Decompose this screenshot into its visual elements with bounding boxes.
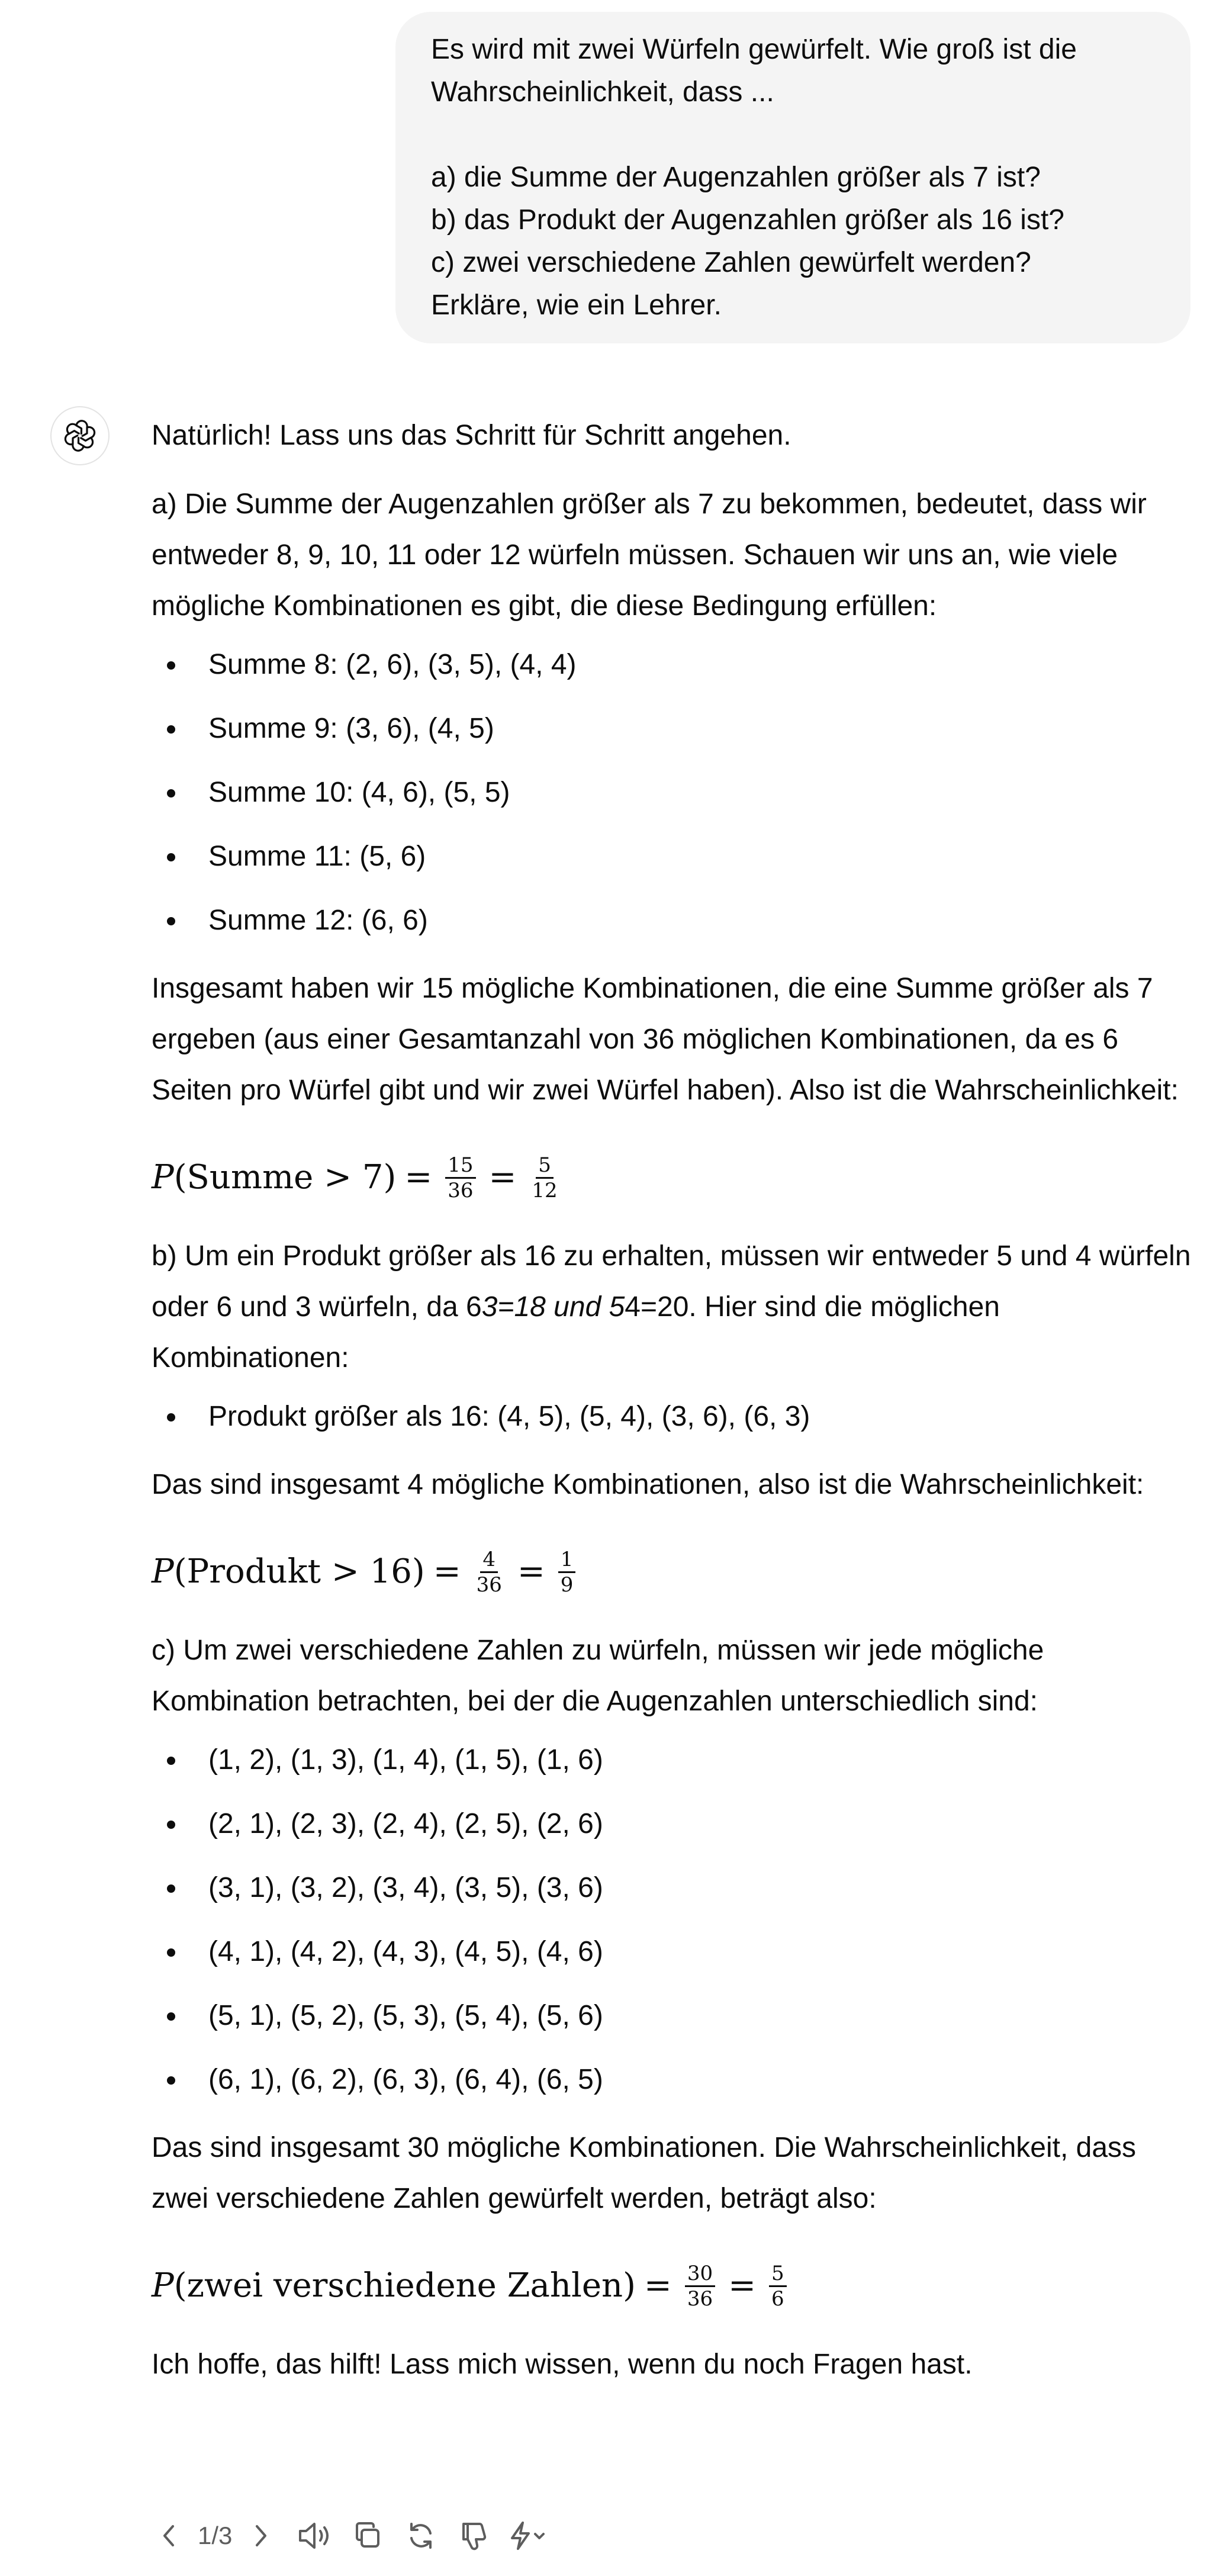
next-response-button[interactable] [243,2512,278,2559]
fraction [685,2263,715,2310]
thumbs-down-icon [459,2520,489,2551]
numerator: 15 [445,1154,475,1179]
thumbs-down-button[interactable] [448,2512,501,2559]
fraction [769,2263,787,2310]
chevron-right-icon [250,2523,271,2549]
numerator: 4 [480,1549,498,1573]
response-pager: 1/3 [198,2522,233,2549]
user-message-line: Erkläre, wie ein Lehrer. [431,290,722,321]
list-item: (2, 1), (2, 3), (2, 4), (2, 5), (2, 6) [152,1803,1193,1845]
previous-response-button[interactable] [152,2512,187,2559]
part-c-list [152,1739,1193,2101]
copy-icon [353,2521,382,2551]
part-a-list [152,644,1193,942]
part-c-summary: Das sind insgesamt 30 mögliche Kombinationen. Die Wahrscheinlichkeit, dass zwei verschiedene Zahlen gewürfelt werden, beträgt also: [152,2132,1137,2214]
formula-equals: = [517,1552,545,1591]
part-a-paragraph: a) Die Summe der Augenzahlen größer als 7 zu bekommen, bedeutet, dass wir entweder 8, 9, 10, 11 oder 12 würfeln müssen. Schauen wir uns an, wie viele mögliche Kombinationen es gibt, die diese Bedingung erfüllen: [152,488,1147,622]
formula-equals: = [404,1158,433,1197]
denominator: 36 [448,1178,474,1202]
formula-equals: = [433,1552,461,1591]
fraction [445,1154,475,1201]
user-message-line: b) das Produkt der Augenzahlen größer als 16 ist? [431,204,1064,236]
user-message-line: Wahrscheinlichkeit, dass ... [431,76,774,108]
model-switch-button[interactable] [501,2512,554,2559]
numerator: 1 [558,1549,576,1573]
user-message-line: c) zwei verschiedene Zahlen gewürfelt werden? [431,247,1031,278]
formula-equals: = [728,2266,757,2305]
assistant-message [152,410,1193,2390]
numerator: 5 [769,2263,787,2287]
formula-c [152,2256,1193,2315]
part-b-text: 4=20. Hier sind die möglichen Kombinationen: [152,1291,1000,1374]
denominator: 36 [687,2286,713,2311]
list-item: Summe 10: (4, 6), (5, 5) [152,771,1193,814]
part-b-italic: 3=18 und 5 [481,1291,625,1323]
formula-equals: = [643,2266,672,2305]
regenerate-icon [406,2520,436,2551]
regenerate-button[interactable] [394,2512,448,2559]
list-item: Produkt größer als 16: (4, 5), (5, 4), (3, 6), (6, 3) [152,1395,1193,1438]
list-item: (3, 1), (3, 2), (3, 4), (3, 5), (3, 6) [152,1867,1193,1909]
message-actions [152,2512,554,2559]
list-item: Summe 8: (2, 6), (3, 5), (4, 4) [152,644,1193,686]
list-item: Summe 12: (6, 6) [152,899,1193,942]
numerator: 5 [536,1154,554,1179]
list-item: (5, 1), (5, 2), (5, 3), (5, 4), (5, 6) [152,1995,1193,2037]
chevron-left-icon [159,2523,180,2549]
openai-logo-icon [63,419,96,452]
denominator: 12 [532,1178,558,1202]
chevron-down-icon [532,2529,546,2543]
fraction [558,1549,576,1596]
speaker-icon [297,2520,332,2551]
list-item: (1, 2), (1, 3), (1, 4), (1, 5), (1, 6) [152,1739,1193,1781]
numerator: 30 [685,2263,715,2287]
outro-paragraph: Ich hoffe, das hilft! Lass mich wissen, wenn du noch Fragen hast. [152,2349,973,2380]
denominator: 36 [476,1572,502,1597]
part-b-text: b) Um ein Produkt größer als 16 zu erhalten, müssen wir entweder 5 und 4 würfeln oder 6 und 3 würfeln, da 6 [152,1240,1191,1323]
formula-symbol: P [152,2266,174,2305]
fraction [474,1549,504,1596]
formula-argument: (Summe > 7) [173,1158,397,1197]
user-message-bubble [395,12,1190,343]
part-b-summary: Das sind insgesamt 4 mögliche Kombinationen, also ist die Wahrscheinlichkeit: [152,1469,1144,1500]
part-c-paragraph: c) Um zwei verschiedene Zahlen zu würfeln, müssen wir jede mögliche Kombination betrachten, bei der die Augenzahlen unterschiedlich sind: [152,1635,1044,1717]
formula-argument: (zwei verschiedene Zahlen) [173,2266,636,2305]
user-message-line: Es wird mit zwei Würfeln gewürfelt. Wie groß ist die [431,34,1077,65]
denominator: 9 [560,1572,574,1597]
fraction [529,1154,559,1201]
formula-argument: (Produkt > 16) [173,1552,425,1591]
formula-symbol: P [152,1158,174,1197]
formula-equals: = [488,1158,517,1197]
blank-line [431,114,1155,156]
assistant-avatar [50,406,110,465]
intro-paragraph: Natürlich! Lass uns das Schritt für Schritt angehen. [152,420,791,451]
part-a-summary: Insgesamt haben wir 15 mögliche Kombinationen, die eine Summe größer als 7 ergeben (aus einer Gesamtanzahl von 36 möglichen Kombinationen, da es 6 Seiten pro Würfel gibt und wir zwei Würfel haben). Also ist die Wahrscheinlichkeit: [152,973,1179,1106]
formula-a [152,1148,1193,1207]
part-b-list [152,1395,1193,1438]
user-message-line: a) die Summe der Augenzahlen größer als 7 ist? [431,162,1041,193]
part-b-paragraph [152,1231,1193,1384]
copy-button[interactable] [341,2512,394,2559]
formula-symbol: P [152,1552,174,1591]
list-item: Summe 11: (5, 6) [152,835,1193,878]
lightning-icon [509,2520,532,2551]
formula-b [152,1542,1193,1601]
read-aloud-button[interactable] [288,2512,341,2559]
denominator: 6 [771,2286,784,2311]
list-item: (6, 1), (6, 2), (6, 3), (6, 4), (6, 5) [152,2059,1193,2101]
list-item: Summe 9: (3, 6), (4, 5) [152,707,1193,750]
list-item: (4, 1), (4, 2), (4, 3), (4, 5), (4, 6) [152,1931,1193,1973]
